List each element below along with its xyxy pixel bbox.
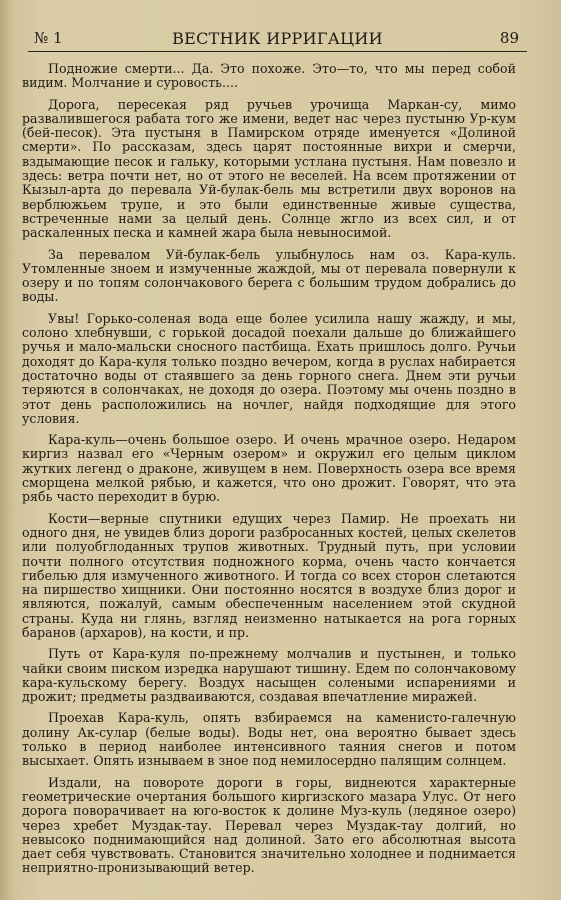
paragraph: Кости—верные спутники едущих через Памир. Не проехать ни одного дня, не увидев близ дороги разбросанных костей, целых скелетов или полуобглоданных трупов животных. Трудный путь, при условии почти полного отсутствия подножного корма, очень часто кончается гибелью для измученного животного. И тогда со всех сторон слетаются на пиршество хищники. Они постоянно носятся в воздухе близ дорог и являются, пожалуй, самым обеспеченным населением этой скудной страны. Куда ни глянь, взгляд неизменно натыкается на рога горных баранов (архаров), на кости, и пр. (22, 510, 516, 640)
paragraph: Издали, на повороте дороги в горы, виднеются характерные геометрические очертания большого киргизского мазара Улус. От него дорога поворачивает на юго-восток к долине Муз-куль (ледяное озеро) через хребет Муздак-тау. Перевал через Муздак-тау долгий, но невысоко поднимающийся над долиной. Зато его абсолютная высота дает себя чувствовать. Становится значительно холоднее и поднимается неприятно-пронизывающий ветер. (22, 774, 516, 876)
page-number: 89 (499, 29, 519, 47)
paragraph: Кара-куль—очень большое озеро. И очень мрачное озеро. Недаром киргиз назвал его «Черным озером» и окружил его целым циклом жутких легенд о драконе, живущем в нем. Поверхность озера все время сморщена мелкой рябью, и кажется, что оно дрожит. Говорят, что эта рябь часто переходит в бурю. (22, 432, 516, 505)
paragraph: Увы! Горько-соленая вода еще более усилила нашу жажду, и мы, солоно хлебнувши, с горькой досадой поехали дальше до ближайшего ручья и мало-мальски сносного пастбища. Ехать пришлось долго. Ручьи доходят до Кара-куля только поздно вечером, когда в руслах набирается достаточно воды от стаявшего за день горного снега. Днем эти ручьи теряются в солончаках, не доходя до озера. Поэтому мы очень поздно в этот день расположились на ночлег, найдя подходящие для этого условия. (22, 310, 516, 426)
paragraph: Подножие смерти... Да. Это похоже. Это—то, что мы перед собой видим. Молчание и суровость.... (22, 61, 516, 91)
paragraph: Путь от Кара-куля по-прежнему молчалив и пустынен, и только чайки своим писком изредка нарушают тишину. Едем по солончаковому кара-кульскому берегу. Воздух насыщен солеными испарениями и дрожит; предметы раздваиваются, создавая впечатление миражей. (22, 646, 516, 705)
paragraph: За перевалом Уй-булак-бель улыбнулось нам оз. Кара-куль. Утомленные зноем и измученные жаждой, мы от перевала повернули к озеру и по топям солончакового берега с большим трудом добрались до воды. (22, 246, 516, 305)
issue-number: № 1 (34, 29, 63, 47)
running-header (28, 27, 527, 52)
paragraph: Дорога, пересекая ряд ручьев урочища Маркан-су, мимо развалившегося рабата того же имени, ведет нас через пустыню Ур-кум (бей-песок). Эта пустыня в Памирском отряде именуется «Долиной смерти». По рассказам, здесь царят постоянные вихри и смерчи, вздымающие песок и гальку, которыми устлана пустыня. Нам повезло и здесь: ветра почти нет, но от этого не веселей. На всем протяжении от Кызыл-арта до перевала Уй-булак-бель мы встретили двух воронов на верблюжьем трупе, и это были единственные живые существа, встреченные нами за целый день. Солнце жгло из всех сил, и от раскаленных песка и камней жара была невыносимой. (22, 96, 516, 241)
journal-title: ВЕСТНИК ИРРИГАЦИИ (172, 29, 383, 48)
paragraph: Проехав Кара-куль, опять взбираемся на каменисто-галечную долину Ак-сулар (белые воды). Воды нет, она вероятно бывает здесь только в период наиболее интенсивного таяния снегов и потом высыхает. Опять изнываем в зное под немилосердно палящим солнцем. (22, 710, 516, 769)
article-body (22, 62, 516, 883)
